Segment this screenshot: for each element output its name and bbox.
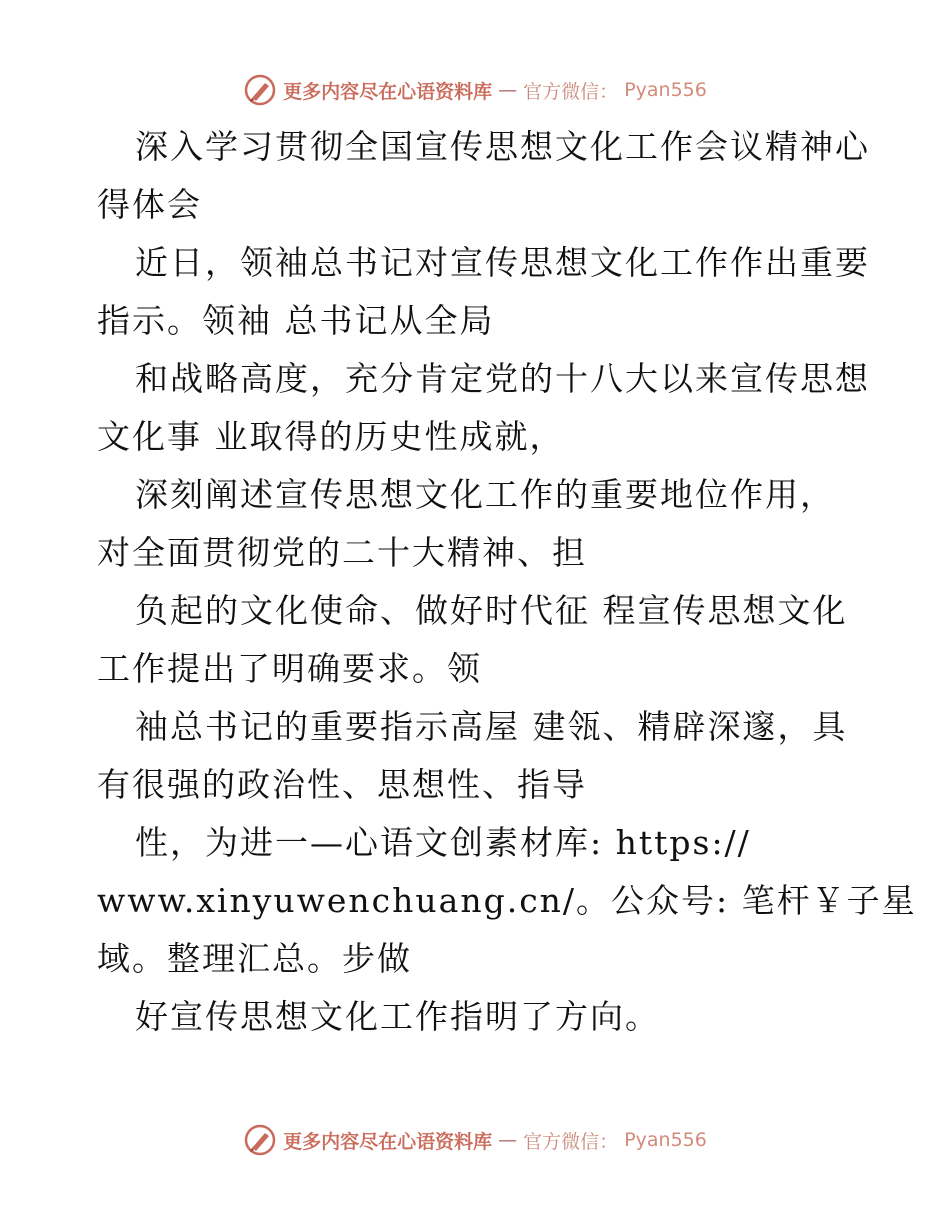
body-text-line: 对全面贯彻党的二十大精神、担 — [97, 533, 587, 572]
body-text-line: 工作提出了明确要求。领 — [97, 649, 482, 688]
footer-wechat-label: 官方微信： — [523, 1130, 619, 1153]
body-text-line: 负起的文化使命、做好时代征 程宣传思想文化 — [135, 591, 848, 630]
body-text-line: 文化事 业取得的历史性成就， — [97, 417, 565, 456]
body-text-line: 得体会 — [97, 185, 202, 224]
pen-logo-icon — [243, 73, 277, 107]
body-text-line: 袖总书记的重要指示高屋 建瓴、精辟深邃，具 — [135, 707, 848, 746]
footer-banner-inner — [243, 1123, 707, 1157]
body-text-line: 深入学习贯彻全国宣传思想文化工作会议精神心 — [135, 127, 870, 166]
body-text-line: 深刻阐述宣传思想文化工作的重要地位作用， — [135, 475, 835, 514]
body-text-line: 有很强的政治性、思想性、指导 — [97, 765, 587, 804]
header-banner-inner — [243, 73, 707, 107]
header-wechat-id: Pyan556 — [624, 79, 707, 101]
body-text-line: 好宣传思想文化工作指明了方向。 — [135, 997, 660, 1036]
footer-banner — [0, 1120, 950, 1160]
header-banner — [0, 70, 950, 110]
body-text-line: 性，为进一—心语文创素材库: https:// — [135, 823, 751, 862]
footer-wechat-id: Pyan556 — [624, 1129, 707, 1151]
body-text-line: www.xinyuwenchuang.cn/。公众号: 笔杆￥子星 — [97, 881, 917, 920]
body-text-line: 指示。领袖 总书记从全局 — [97, 301, 495, 340]
footer-site-name: 更多内容尽在心语资料库 — [283, 1130, 493, 1153]
body-text-line: 域。整理汇总。步做 — [97, 939, 412, 978]
header-wechat-label: 官方微信： — [523, 80, 619, 103]
header-separator: — — [498, 79, 518, 101]
header-site-name: 更多内容尽在心语资料库 — [283, 80, 493, 103]
body-text-line: 和战略高度，充分肯定党的十八大以来宣传思想 — [135, 359, 870, 398]
pen-logo-icon — [243, 1123, 277, 1157]
footer-separator: — — [498, 1129, 518, 1151]
document-body — [97, 118, 917, 1046]
body-text-line: 近日，领袖总书记对宣传思想文化工作作出重要 — [135, 243, 870, 282]
